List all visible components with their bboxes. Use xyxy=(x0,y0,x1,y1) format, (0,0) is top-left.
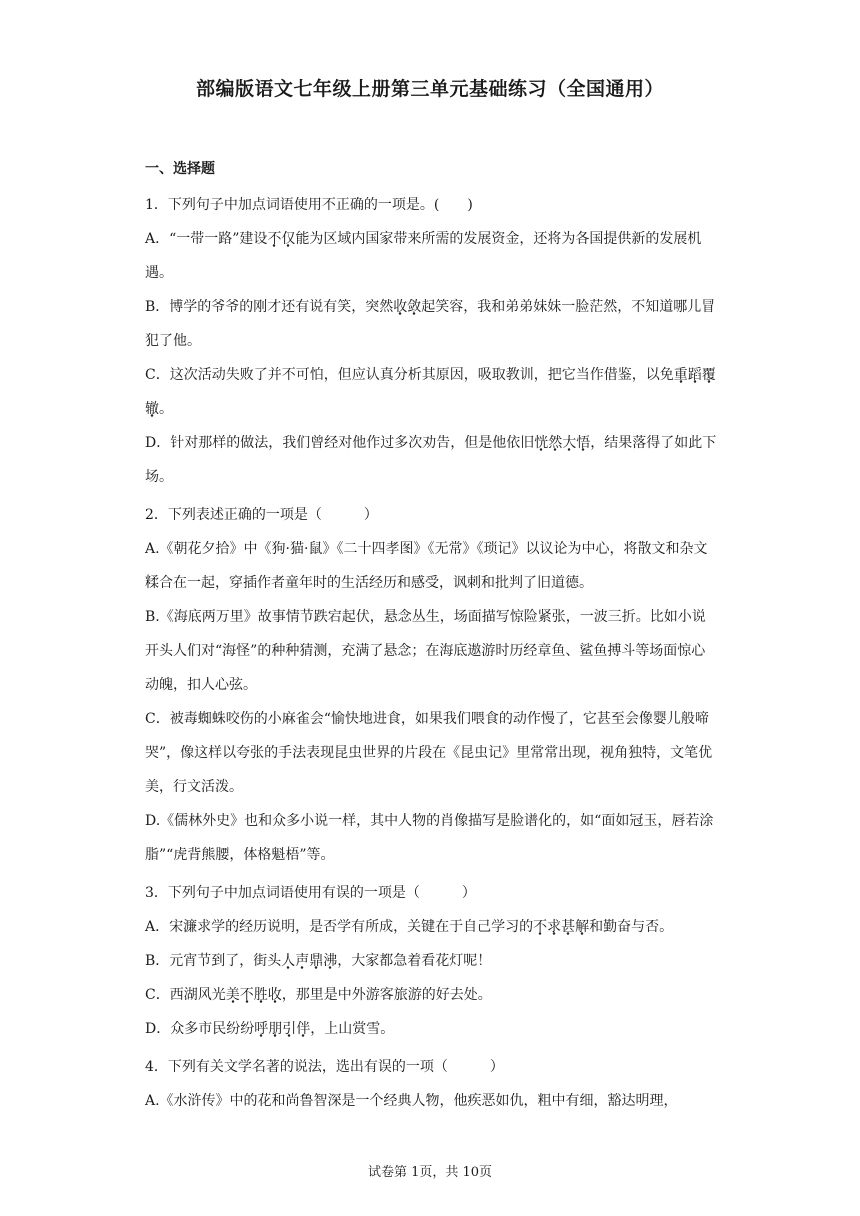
option-text: B.《海底两万里》故事情节跌宕起伏，悬念丛生，场面描写惊险紧张，一波三折。比如小说开头人们对“海怪”的种种猜测，充满了悬念；在海底遨游时历经章鱼、鲨鱼搏斗等场面惊心动魄，扣人心弦。 xyxy=(145,609,706,693)
emphasized-term: 不求甚解 xyxy=(533,919,590,935)
answer-option xyxy=(145,1084,719,1118)
emphasized-term: 美不胜收 xyxy=(225,987,282,1003)
option-text: ，大家都急着看花灯呢！ xyxy=(337,953,492,969)
question-stem: 1．下列句子中加点词语使用不正确的一项是。( ) xyxy=(145,197,473,213)
option-text: 。 xyxy=(159,401,173,417)
option-text: A．“一带一路”建设 xyxy=(145,231,268,247)
question-stem: 2．下列表述正确的一项是（ ） xyxy=(145,507,378,523)
option-text: A.《朝花夕拾》中《狗·猫·鼠》《二十四孝图》《无常》《琐记》以议论为中心，将散文和杂文糅合在一起，穿插作者童年时的生活经历和感受，讽刺和批判了旧道德。 xyxy=(145,541,708,591)
emphasized-term: 收敛 xyxy=(393,299,422,315)
emphasized-term: 重蹈覆辙 xyxy=(145,367,716,417)
answer-option xyxy=(145,1012,719,1046)
option-text: B．元宵节到了，街头 xyxy=(145,953,282,969)
answer-option xyxy=(145,702,719,804)
option-text: C．被毒蜘蛛咬伤的小麻雀会“愉快地进食，如果我们喂食的动作慢了，它甚至会像婴儿般啼哭”，像这样以夸张的手法表现昆虫世界的片段在《昆虫记》里常常出现，视角独特，文笔优美，行文活泼。 xyxy=(145,711,713,795)
answer-option xyxy=(145,978,719,1012)
answer-option xyxy=(145,532,719,600)
page-footer: 试卷第 1页，共 10页 xyxy=(367,1165,493,1180)
option-text: D.《儒林外史》也和众多小说一样，其中人物的肖像描写是脸谱化的，如“面如冠玉，唇若涂脂”“虎背熊腰，体格魁梧”等。 xyxy=(145,813,714,863)
option-text: 起笑容，我和弟弟妹妹一脸茫然，不知道哪儿冒犯了他。 xyxy=(145,299,716,349)
question-stem: 4．下列有关文学名著的说法，选出有误的一项（ ） xyxy=(145,1059,504,1075)
emphasized-term: 人声鼎沸 xyxy=(281,953,338,969)
answer-option xyxy=(145,290,719,358)
section-heading: 一、选择题 xyxy=(145,161,215,177)
option-text: D．针对那样的做法，我们曾经对他作过多次劝告，但是他依旧 xyxy=(145,435,535,451)
question-stem: 3．下列句子中加点词语使用有误的一项是（ ） xyxy=(145,885,476,901)
option-text: ，那里是中外游客旅游的好去处。 xyxy=(281,987,492,1003)
answer-option xyxy=(145,222,719,290)
option-text: A．宋濂求学的经历说明，是否学有所成，关键在于自己学习的 xyxy=(145,919,534,935)
option-text: A.《水浒传》中的花和尚鲁智深是一个经典人物，他疾恶如仇，粗中有细，豁达明理， xyxy=(145,1093,678,1109)
option-text: 能为区域内国家带来所需的发展资金，还将为各国提供新的发展机遇。 xyxy=(145,231,702,281)
option-text: B．博学的爷爷的刚才还有说有笑，突然 xyxy=(145,299,394,315)
answer-option xyxy=(145,358,719,426)
answer-option xyxy=(145,426,719,494)
option-text: 和勤奋与否。 xyxy=(589,919,674,935)
option-text: ，上山赏雪。 xyxy=(310,1021,395,1037)
emphasized-term: 不仅 xyxy=(267,231,296,247)
option-text: C．这次活动失败了并不可怕，但应认真分析其原因，吸取教训，把它当作借鉴，以免 xyxy=(145,367,674,383)
answer-option xyxy=(145,944,719,978)
emphasized-term: 恍然大悟 xyxy=(534,435,591,451)
option-text: D．众多市民纷纷 xyxy=(145,1021,255,1037)
answer-option xyxy=(145,804,719,872)
answer-option xyxy=(145,600,719,702)
answer-option xyxy=(145,910,719,944)
option-text: C．西湖风光 xyxy=(145,987,226,1003)
page-title: 部编版语文七年级上册第三单元基础练习（全国通用） xyxy=(195,78,664,100)
question-list xyxy=(145,188,719,1118)
option-text: ，结果落得了如此下场。 xyxy=(145,435,717,485)
emphasized-term: 呼朋引伴 xyxy=(254,1021,311,1037)
